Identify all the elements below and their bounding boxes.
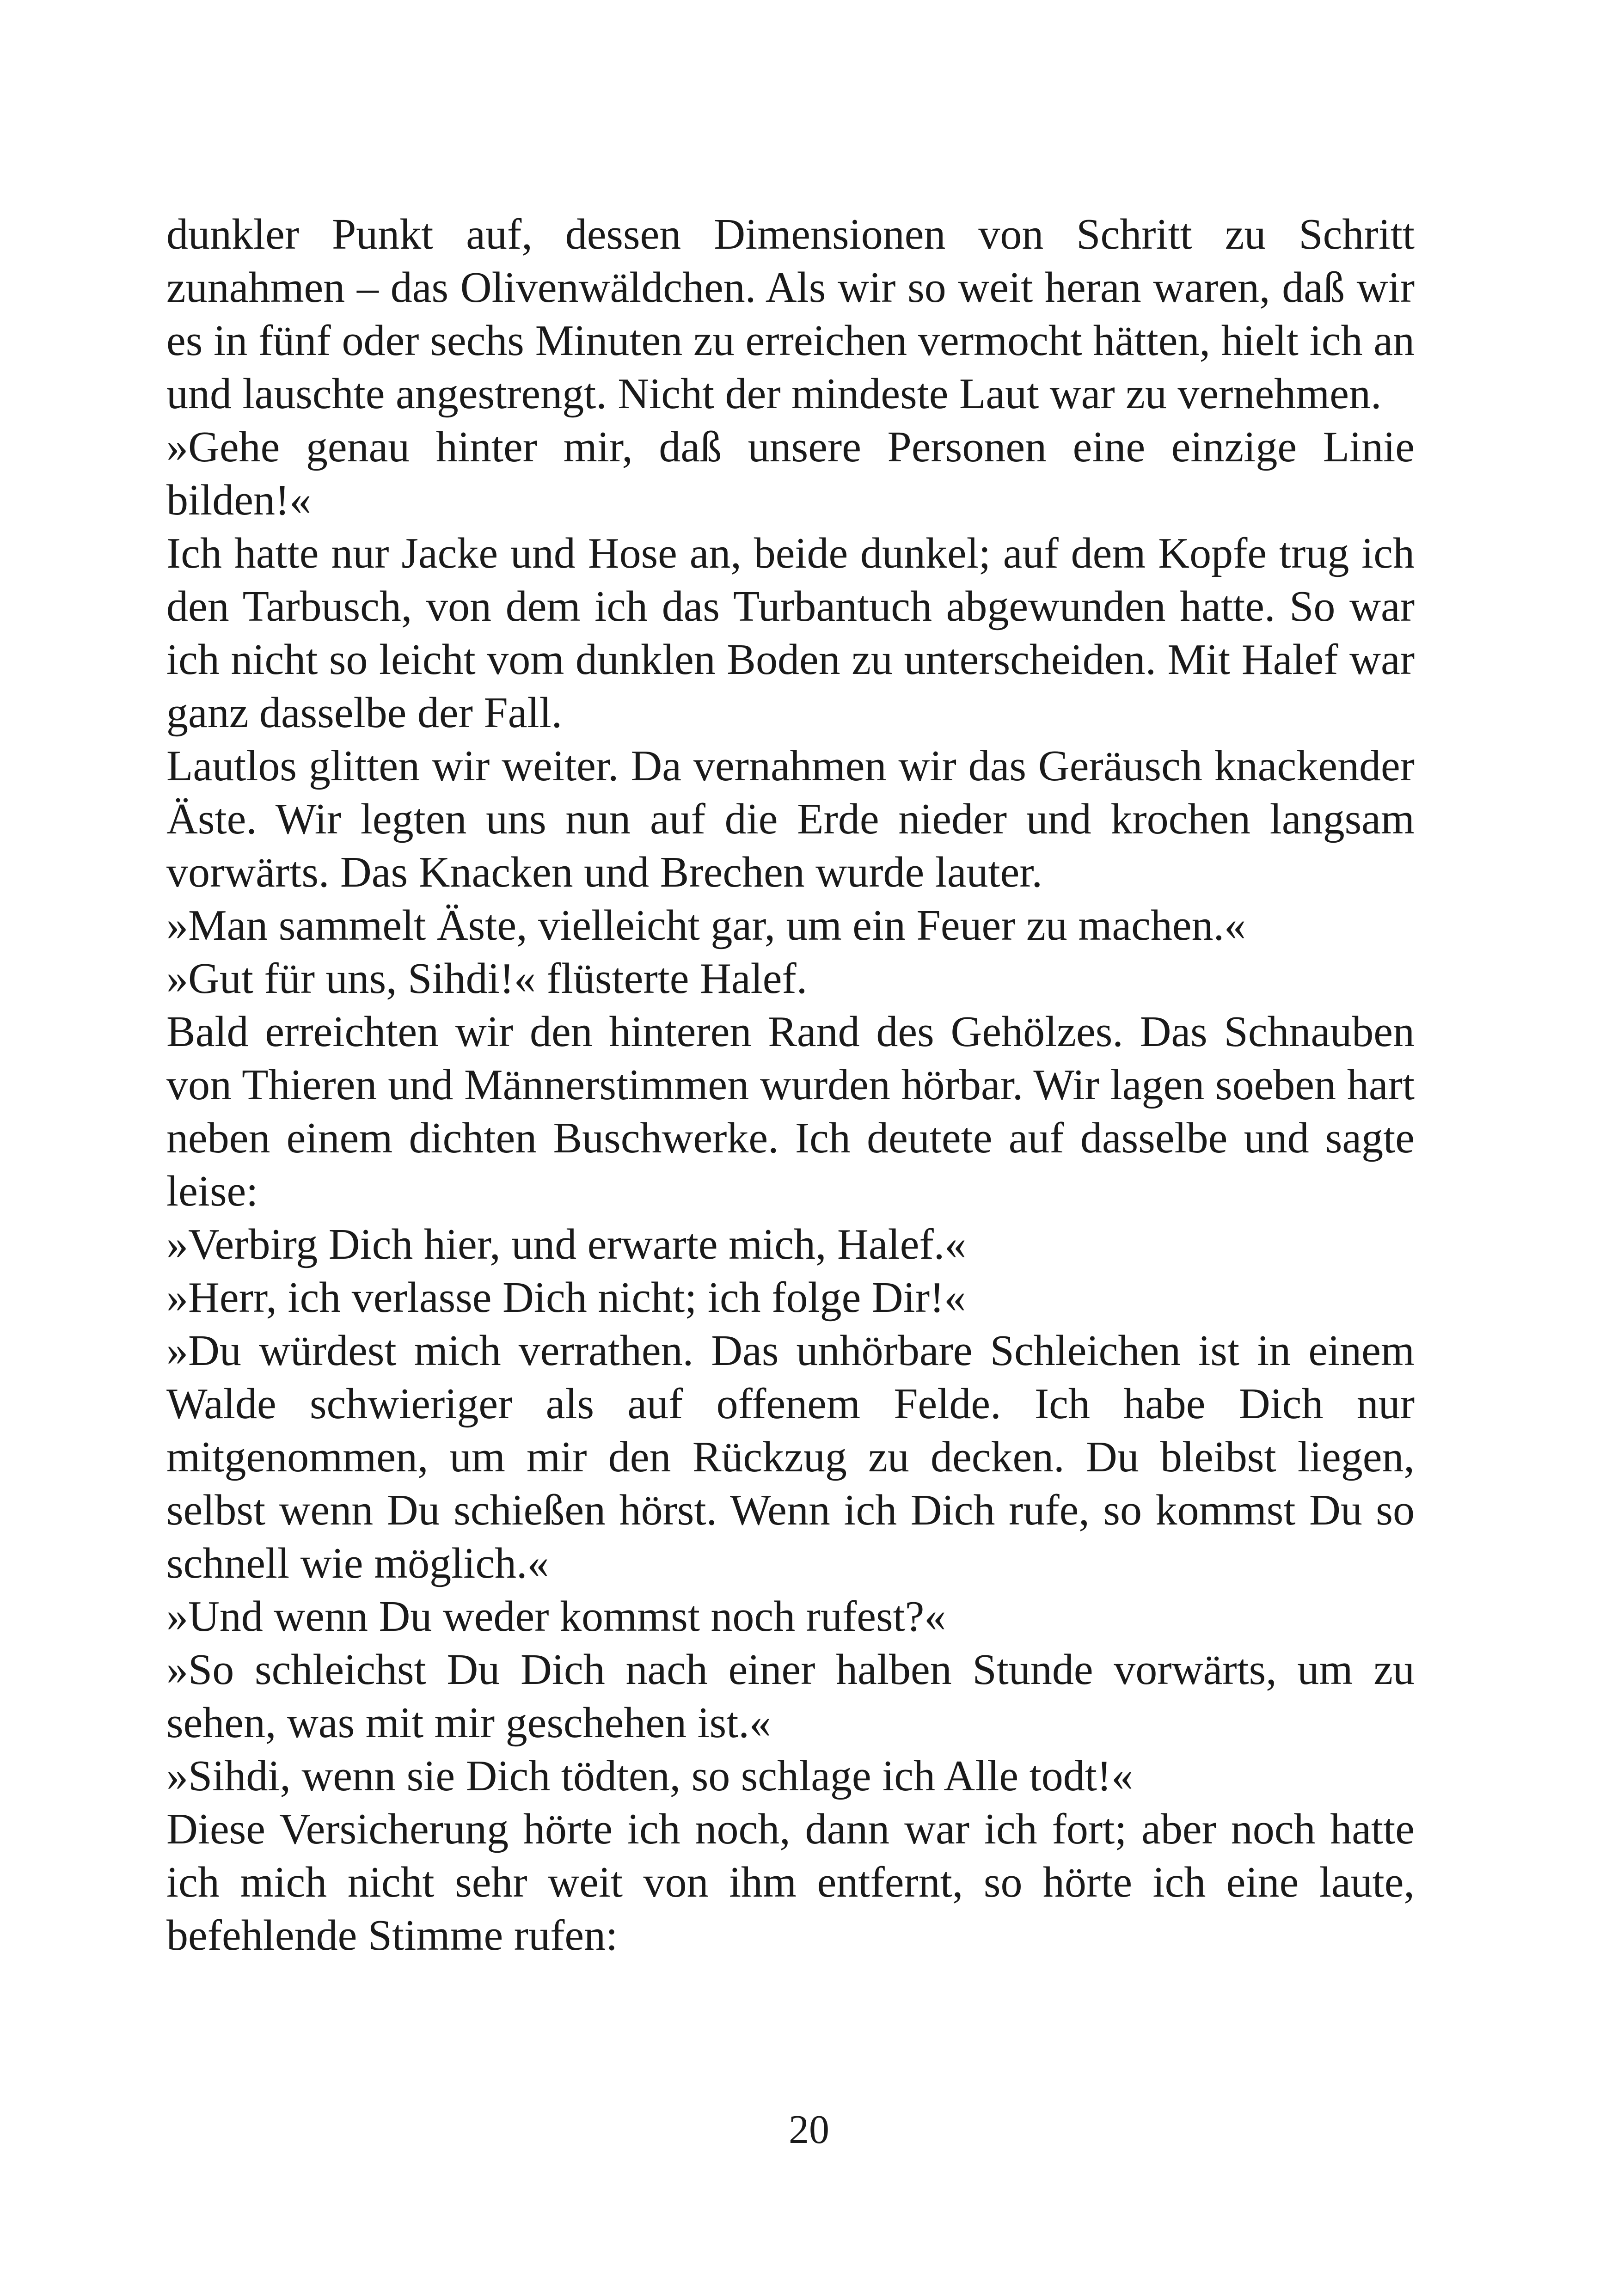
paragraph: »Du würdest mich verrathen. Das unhörbare Schleichen ist in einem Walde schwieriger als auf offenem Felde. Ich habe Dich nur mitgenommen, um mir den Rückzug zu decken. Du bleibst liegen, selbst wenn Du schießen hörst. Wenn ich Dich rufe, so kommst Du so schnell wie möglich.« bbox=[166, 1327, 1415, 1587]
paragraph: Lautlos glitten wir weiter. Da vernahmen wir das Geräusch knackender Äste. Wir legten uns nun auf die Erde nieder und krochen langsam vorwärts. Das Knacken und Brechen wurde lauter. bbox=[166, 742, 1415, 896]
paragraph: dunkler Punkt auf, dessen Dimensionen von Schritt zu Schritt zunahmen – das Olivenwäldchen. Als wir so weit heran waren, daß wir es in fünf oder sechs Minuten zu erreichen vermocht hätten, hielt ich an und lauschte angestrengt. Nicht der mindeste Laut war zu vernehmen. bbox=[166, 210, 1415, 418]
body-text bbox=[166, 208, 1415, 1962]
paragraph: »Verbirg Dich hier, und erwarte mich, Halef.« bbox=[166, 1220, 967, 1268]
paragraph: Diese Versicherung hörte ich noch, dann war ich fort; aber noch hatte ich mich nicht sehr weit von ihm entfernt, so hörte ich eine laute, befehlende Stimme rufen: bbox=[166, 1805, 1415, 1959]
paragraph: Bald erreichten wir den hinteren Rand des Gehölzes. Das Schnauben von Thieren und Männerstimmen wurden hörbar. Wir lagen soeben hart neben einem dichten Buschwerke. Ich deutete auf dasselbe und sagte leise: bbox=[166, 1008, 1415, 1215]
paragraph: »Sihdi, wenn sie Dich tödten, so schlage ich Alle todt!« bbox=[166, 1752, 1134, 1800]
paragraph: »Und wenn Du weder kommst noch rufest?« bbox=[166, 1592, 946, 1641]
paragraph: »Man sammelt Äste, vielleicht gar, um ein Feuer zu machen.« bbox=[166, 901, 1246, 949]
paragraph: »So schleichst Du Dich nach einer halben Stunde vorwärts, um zu sehen, was mit mir geschehen ist.« bbox=[166, 1646, 1415, 1747]
paragraph: »Gehe genau hinter mir, daß unsere Personen eine einzige Linie bilden!« bbox=[166, 423, 1415, 524]
paragraph: »Herr, ich verlasse Dich nicht; ich folge Dir!« bbox=[166, 1274, 966, 1322]
paragraph: »Gut für uns, Sihdi!« flüsterte Halef. bbox=[166, 955, 808, 1003]
paragraph: Ich hatte nur Jacke und Hose an, beide dunkel; auf dem Kopfe trug ich den Tarbusch, von dem ich das Turbantuch abgewunden hatte. So war ich nicht so leicht vom dunklen Boden zu unterscheiden. Mit Halef war ganz dasselbe der Fall. bbox=[166, 529, 1415, 737]
page-number: 20 bbox=[789, 2107, 829, 2152]
